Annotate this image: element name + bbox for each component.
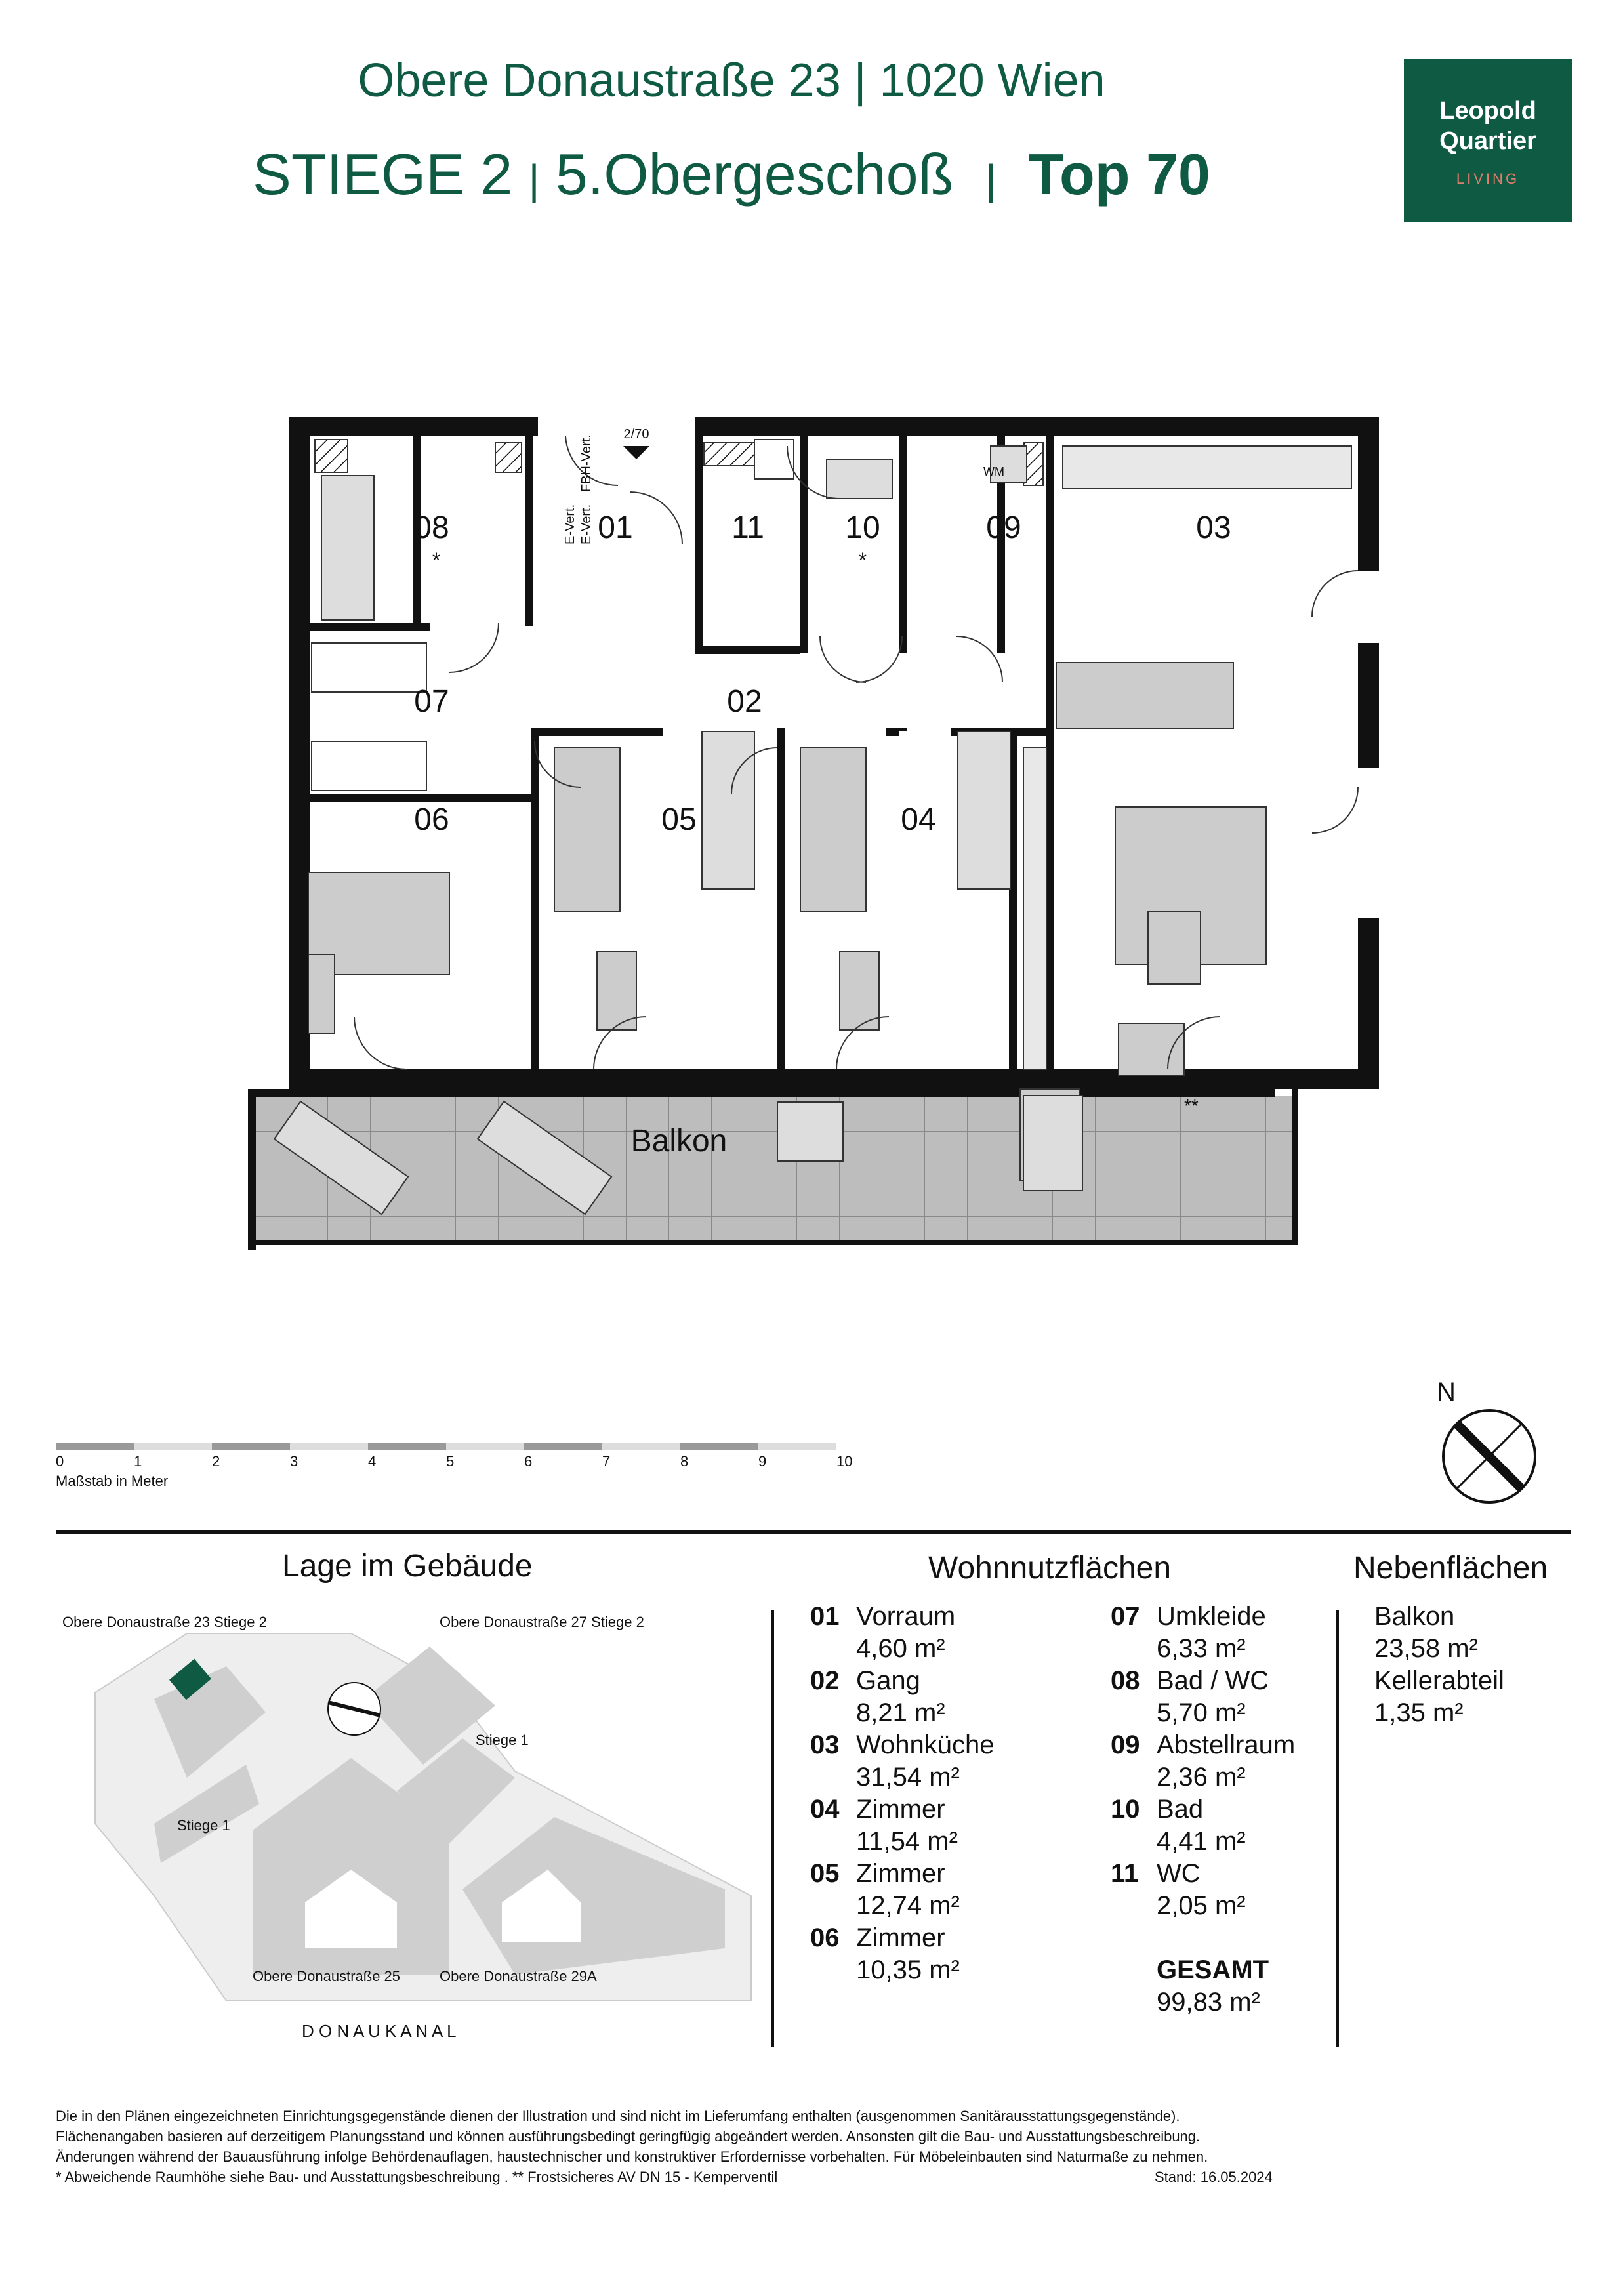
item-name: Kellerabteil [1374, 1666, 1504, 1695]
scale-bar [56, 1443, 909, 1489]
footer-line4-row [56, 2167, 1302, 2187]
item-area: 8,21 m² [856, 1698, 945, 1727]
unit-heading [0, 141, 1463, 208]
item-area: 4,60 m² [856, 1634, 945, 1663]
star-kemperventil: ** [1184, 1096, 1199, 1116]
stiege-label: STIEGE 2 [253, 142, 513, 207]
site-plan [56, 1607, 777, 2066]
item-area: 1,35 m² [1374, 1698, 1464, 1727]
divider [1336, 1610, 1339, 2047]
site-label-od29a: Obere Donaustraße 29A [440, 1968, 597, 1984]
divider [771, 1610, 774, 2047]
list-item [810, 1922, 1105, 1986]
room-label-01: 01 [598, 510, 633, 545]
balcony [248, 1089, 1298, 1250]
separator: | [528, 156, 540, 203]
item-area: 4,41 m² [1157, 1827, 1246, 1856]
list-item [810, 1601, 1105, 1665]
scale-tick-2: 2 [212, 1453, 220, 1469]
item-area: 2,05 m² [1157, 1891, 1246, 1920]
item-name: Wohnküche [856, 1731, 995, 1759]
lage-title: Lage im Gebäude [282, 1549, 533, 1584]
item-num: 06 [810, 1923, 840, 1952]
fbh-label: FBH-Vert. [579, 434, 594, 492]
neben-title: Nebenflächen [1353, 1551, 1548, 1586]
item-area: 6,33 m² [1157, 1634, 1246, 1663]
item-area: 11,54 m² [856, 1827, 958, 1856]
site-label-od25: Obere Donaustraße 25 [253, 1968, 401, 1984]
item-num: 08 [1111, 1666, 1140, 1695]
room-label-09: 09 [986, 510, 1021, 545]
list-item [810, 1665, 1105, 1729]
top-label: Top 70 [1028, 142, 1210, 207]
north-compass-icon [1410, 1371, 1542, 1515]
room-label-10: 10 [845, 510, 880, 545]
item-name: Zimmer [856, 1795, 945, 1824]
list-item [1111, 1858, 1373, 1922]
footer-notes [56, 2106, 1302, 2187]
item-area: 23,58 m² [1374, 1634, 1478, 1663]
scale-tick-6: 6 [524, 1453, 533, 1469]
star-08: * [432, 548, 441, 572]
site-label-stiege1b: Stiege 1 [177, 1817, 230, 1834]
item-num: 01 [810, 1602, 840, 1631]
item-name: Zimmer [856, 1859, 945, 1888]
evert-label: E-Vert. [563, 504, 577, 544]
scale-tick-3: 3 [290, 1453, 298, 1469]
scale-tick-4: 4 [368, 1453, 377, 1469]
scale-tick-0: 0 [56, 1453, 64, 1469]
list-item [1111, 1794, 1373, 1858]
list-item [1374, 1665, 1571, 1729]
neben-list [1374, 1601, 1571, 1729]
list-item [1111, 1601, 1373, 1665]
wohnnutz-title: Wohnnutzflächen [928, 1551, 1172, 1586]
footer-line4: * Abweichende Raumhöhe siehe Bau- und Ausstattungsbeschreibung . ** Frostsicheres AV DN 15 - Kemperventil [56, 2169, 778, 2185]
footer-line1: Die in den Plänen eingezeichneten Einrichtungsgegenstände dienen der Illustration und sind nicht im Lieferumfang enthalten (ausgenommen Sanitärausstattungsgegenstände). [56, 2108, 1180, 2124]
logo-line1: Leopold [1439, 97, 1536, 125]
item-name: Vorraum [856, 1602, 956, 1631]
scale-tick-8: 8 [680, 1453, 689, 1469]
room-label-08: 08 [414, 510, 449, 545]
item-name: Bad / WC [1157, 1666, 1269, 1695]
item-num: 10 [1111, 1795, 1140, 1824]
north-label: N [1437, 1378, 1456, 1406]
item-num: 02 [810, 1666, 840, 1695]
item-num: 11 [1111, 1859, 1139, 1888]
wohnnutz-list-left [810, 1601, 1105, 1986]
footer-line2: Flächenangaben basieren auf derzeitigem Planungsstand und können ausführungsbedingt geringfügig abgeändert werden. Ansonsten gilt die Bau- und Ausstattungsbeschreibung. [56, 2128, 1201, 2144]
gesamt-label: GESAMT [1157, 1956, 1269, 1984]
room-label-11: 11 [731, 510, 764, 545]
list-item [1111, 1729, 1373, 1794]
item-area: 2,36 m² [1157, 1763, 1246, 1792]
divider [56, 1530, 1571, 1534]
floor-label: 5.Obergeschoß [555, 142, 954, 207]
donaukanal-label: D O N A U K A N A L [302, 2021, 457, 2041]
footer-line3: Änderungen während der Bauausführung infolge Behördenauflagen, haustechnischer und konstruktiver Erfordernisse vorbehalten. Für Möbeleinbauten sind Naturmaße zu nehmen. [56, 2148, 1208, 2165]
room-label-06: 06 [414, 802, 449, 837]
scale-tick-9: 9 [758, 1453, 767, 1469]
list-item [1374, 1601, 1571, 1665]
gesamt-value: 99,83 m² [1157, 1988, 1260, 2017]
wohnnutz-list-right [1111, 1601, 1373, 2019]
list-item [810, 1794, 1105, 1858]
scale-tick-5: 5 [446, 1453, 455, 1469]
scale-tick-7: 7 [602, 1453, 611, 1469]
item-area: 5,70 m² [1157, 1698, 1246, 1727]
item-num: 04 [810, 1795, 840, 1824]
door-width-label: 2/70 [623, 427, 649, 441]
item-area: 31,54 m² [856, 1763, 960, 1792]
item-num: 09 [1111, 1731, 1140, 1759]
room-label-07: 07 [414, 684, 449, 719]
floor-plan [243, 407, 1384, 1260]
room-label-04: 04 [901, 802, 936, 837]
evert2-label: E-Vert. [579, 504, 594, 544]
item-name: Zimmer [856, 1923, 945, 1952]
item-area: 12,74 m² [856, 1891, 960, 1920]
site-label-stiege1a: Stiege 1 [476, 1732, 529, 1748]
logo-line2: Quartier [1439, 127, 1536, 155]
item-name: Bad [1157, 1795, 1204, 1824]
item-name: Gang [856, 1666, 920, 1695]
wm-label: WM [983, 465, 1004, 478]
item-name: Balkon [1374, 1602, 1455, 1631]
item-num: 03 [810, 1731, 840, 1759]
item-name: WC [1157, 1859, 1201, 1888]
item-num: 07 [1111, 1602, 1140, 1631]
scale-caption: Maßstab in Meter [56, 1473, 169, 1489]
item-num: 05 [810, 1859, 840, 1888]
site-label-od27: Obere Donaustraße 27 Stiege 2 [440, 1614, 644, 1630]
logo-line3: LIVING [1456, 171, 1520, 187]
list-item [1111, 1665, 1373, 1729]
room-label-03: 03 [1196, 510, 1231, 545]
stand-date: Stand: 16.05.2024 [1155, 2169, 1273, 2185]
room-label-02: 02 [727, 684, 762, 719]
room-label-05: 05 [661, 802, 697, 837]
site-label-od23: Obere Donaustraße 23 Stiege 2 [62, 1614, 267, 1630]
item-area: 10,35 m² [856, 1956, 960, 1984]
list-item [810, 1858, 1105, 1922]
list-item [810, 1729, 1105, 1794]
leopold-quartier-logo [1404, 59, 1572, 222]
star-10: * [858, 548, 867, 572]
balkon-label: Balkon [630, 1124, 728, 1158]
item-name: Abstellraum [1157, 1731, 1296, 1759]
scale-tick-1: 1 [134, 1453, 142, 1469]
gesamt [1111, 1954, 1373, 2019]
address-heading: Obere Donaustraße 23 | 1020 Wien [358, 54, 1105, 107]
item-name: Umkleide [1157, 1602, 1266, 1631]
entrance-arrow [623, 446, 649, 459]
separator: | [985, 156, 996, 203]
scale-tick-10: 10 [836, 1453, 853, 1469]
